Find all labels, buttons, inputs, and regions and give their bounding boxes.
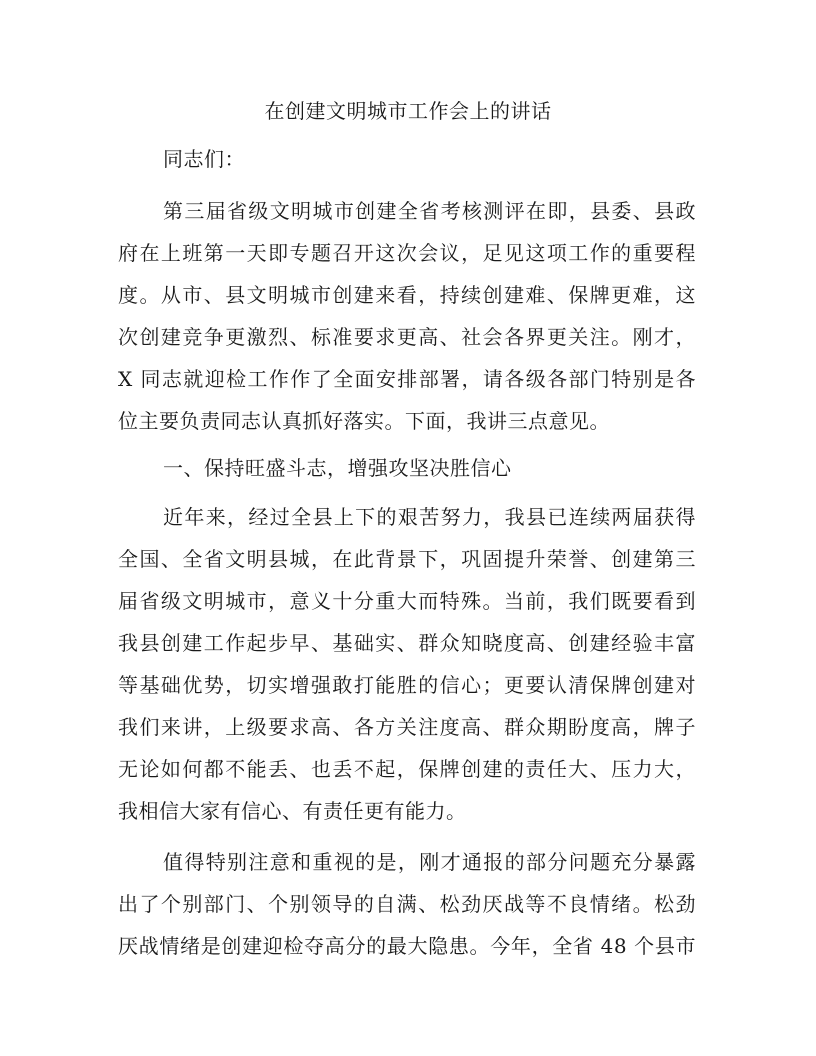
salutation: 同志们：: [163, 147, 245, 171]
paragraph-line: 全国、全省文明县城，在此背景下，巩固提升荣誉、创建第三: [118, 547, 696, 571]
paragraph-line: 位主要负责同志认真抓好落实。下面，我讲三点意见。: [118, 409, 610, 433]
paragraph-line: 第三届省级文明城市创建全省考核测评在即，县委、县政: [163, 199, 696, 223]
section-heading-1: 一、保持旺盛斗志，增强攻坚决胜信心: [163, 456, 512, 480]
paragraph-line: 府在上班第一天即专题召开这次会议，足见这项工作的重要程: [118, 241, 696, 265]
paragraph-line: 近年来，经过全县上下的艰苦努力，我县已连续两届获得: [163, 505, 696, 529]
paragraph-line: 值得特别注意和重视的是，刚才通报的部分问题充分暴露: [163, 850, 696, 874]
paragraph-line: 出了个别部门、个别领导的自满、松劲厌战等不良情绪。松劲: [118, 892, 696, 916]
document-title: 在创建文明城市工作会上的讲话: [264, 99, 552, 123]
paragraph-line: 届省级文明城市，意义十分重大而特殊。当前，我们既要看到: [118, 589, 696, 613]
paragraph-line: 等基础优势，切实增强敢打能胜的信心；更要认清保牌创建对: [118, 673, 696, 697]
paragraph-line: 我们来讲，上级要求高、各方关注度高、群众期盼度高，牌子: [118, 715, 696, 739]
paragraph-line: 次创建竞争更激烈、标准要求更高、社会各界更关注。刚才，: [118, 325, 696, 349]
paragraph-line: 我县创建工作起步早、基础实、群众知晓度高、创建经验丰富: [118, 631, 696, 655]
paragraph-line: 度。从市、县文明城市创建来看，持续创建难、保牌更难，这: [118, 283, 696, 307]
paragraph-line: 厌战情绪是创建迎检夺高分的最大隐患。今年，全省 48 个县市: [118, 934, 696, 958]
paragraph-line: 我相信大家有信心、有责任更有能力。: [118, 799, 467, 823]
paragraph-line: X 同志就迎检工作作了全面安排部署，请各级各部门特别是各: [118, 367, 696, 391]
paragraph-line: 无论如何都不能丢、也丢不起，保牌创建的责任大、压力大，: [118, 757, 696, 781]
